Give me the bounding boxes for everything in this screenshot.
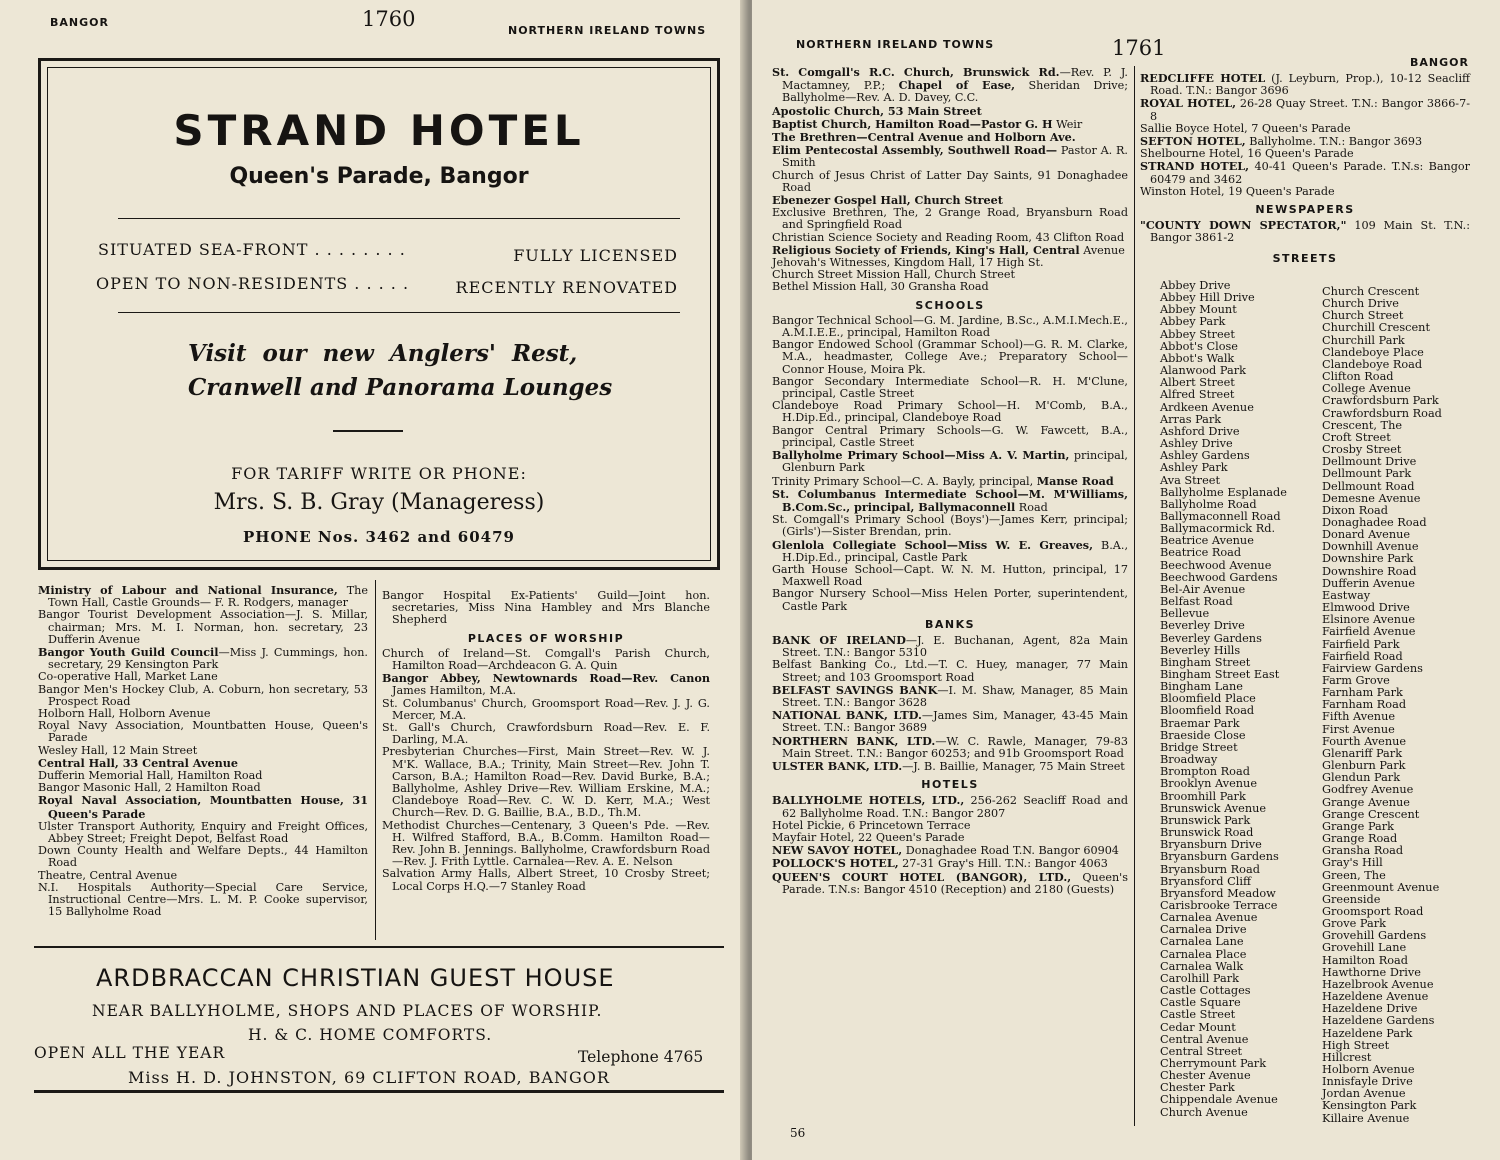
street-name: Grovehill Lane (1322, 941, 1407, 955)
street-name: Carnalea Place (1160, 947, 1247, 961)
street-name: Fourth Avenue (1322, 734, 1407, 748)
street-name: Beechwood Gardens (1160, 570, 1278, 584)
directory-entry: Bangor Tourist Development Association—J. S. Millar, chairman; Mrs. M. I. Norman, hon. secretary, 23 Dufferin Avenue (38, 608, 368, 646)
street-name: Glendun Park (1322, 771, 1401, 785)
street-name: Hazelbrook Avenue (1322, 977, 1434, 991)
street-name: Abbey Hill Drive (1160, 291, 1255, 305)
street-name: Farnham Road (1322, 698, 1407, 712)
directory-entry: Ministry of Labour and National Insurance, The Town Hall, Castle Grounds— F. R. Rodgers, manager (38, 583, 368, 610)
divider (34, 1090, 724, 1093)
street-name: Dellmount Drive (1322, 455, 1417, 469)
advert-line-2-right: RECENTLY RENOVATED (455, 278, 678, 297)
street-name: Church Avenue (1160, 1105, 1248, 1119)
street-name: Albert Street (1160, 376, 1235, 390)
street-name: Demesne Avenue (1322, 491, 1421, 505)
street-name: Crosby Street (1322, 443, 1402, 457)
left-page (0, 0, 748, 1160)
directory-column-left (38, 584, 368, 918)
directory-entry: Dufferin Memorial Hall, Hamilton Road (38, 769, 263, 783)
street-name: Brompton Road (1160, 765, 1250, 779)
street-name: Castle Cottages (1160, 984, 1251, 998)
street-name: Bel-Air Avenue (1160, 582, 1246, 596)
street-name: Ava Street (1160, 473, 1220, 487)
directory-entry: Belfast Banking Co., Ltd.—T. C. Huey, manager, 77 Main Street; and 103 Groomsport Road (772, 658, 1128, 684)
street-name: Bellevue (1160, 607, 1210, 621)
street-name: Bryansburn Drive (1160, 838, 1262, 852)
ardbraccan-title: ARDBRACCAN CHRISTIAN GUEST HOUSE (96, 964, 615, 992)
directory-entry: Bangor Men's Hockey Club, A. Coburn, hon secretary, 53 Prospect Road (38, 682, 368, 708)
footer-number: 56 (790, 1126, 806, 1140)
directory-entry: Bangor Youth Guild Council—Miss J. Cummings, hon. secretary, 29 Kensington Park (38, 645, 368, 672)
advert-manager: Mrs. S. B. Gray (Manageress) (213, 490, 545, 515)
street-name: Elmwood Drive (1322, 601, 1410, 615)
street-name: Farm Grove (1322, 674, 1390, 687)
section-heading-banks: BANKS (924, 617, 976, 631)
ardbraccan-line-1: NEAR BALLYHOLME, SHOPS AND PLACES OF WORSHIP. (92, 1002, 603, 1020)
directory-entry: STRAND HOTEL, 40-41 Queen's Parade. T.N.s: Bangor 60479 and 3462 (1140, 159, 1470, 186)
street-name: Ballyholme Road (1160, 497, 1257, 511)
street-name: Elsinore Avenue (1322, 613, 1416, 627)
street-name: Green, The (1322, 868, 1386, 882)
divider (34, 946, 724, 948)
street-name: Castle Square (1160, 996, 1241, 1010)
directory-entry: SEFTON HOTEL, Ballyholme. T.N.: Bangor 3693 (1140, 134, 1423, 149)
street-name: Brunswick Road (1160, 826, 1254, 840)
directory-entry: Co-operative Hall, Market Lane (38, 670, 218, 684)
directory-entry: Bangor Masonic Hall, 2 Hamilton Road (38, 781, 261, 795)
directory-entry: Bangor Endowed School (Grammar School)—G. R. M. Clarke, M.A., headmaster, College Ave.; Preparatory School—Connor House, Moira Pk. (772, 338, 1128, 376)
street-name: Cedar Mount (1160, 1020, 1236, 1034)
street-name: Bryansford Meadow (1160, 886, 1276, 900)
street-name: Hazeldene Drive (1322, 1002, 1418, 1016)
directory-entry: BALLYHOLME HOTELS, LTD., 256-262 Seacliff Road and 62 Ballyholme Road. T.N.: Bangor 2807 (772, 793, 1128, 820)
directory-entry: Down County Health and Welfare Depts., 44 Hamilton Road (38, 844, 368, 870)
directory-entry: Hotel Pickie, 6 Princetown Terrace (772, 818, 971, 832)
street-name: Croft Street (1322, 430, 1391, 444)
street-name: Brunswick Avenue (1160, 801, 1267, 815)
street-name: Carnalea Drive (1160, 923, 1247, 937)
street-name: Bingham Street (1160, 655, 1251, 669)
street-name: Bingham Lane (1160, 680, 1243, 694)
advert-phone: PHONE Nos. 3462 and 60479 (243, 528, 515, 546)
street-list-col-1 (1160, 280, 1287, 1119)
directory-entry: Royal Naval Association, Mountbatten House, 31 Queen's Parade (38, 793, 368, 821)
street-name: Churchill Crescent (1322, 321, 1430, 335)
advert-line-1-left: SITUATED SEA-FRONT . . . . . . . . (98, 240, 406, 259)
street-name: Clandeboye Place (1322, 345, 1424, 359)
section-heading-worship: PLACES OF WORSHIP (467, 631, 625, 645)
street-name: Arras Park (1160, 412, 1222, 426)
directory-column-b (1140, 72, 1470, 268)
street-name: Holborn Avenue (1322, 1063, 1415, 1076)
directory-entry: Mayfair Hotel, 22 Queen's Parade (772, 830, 965, 844)
street-name: Fairfield Park (1322, 637, 1400, 651)
directory-entry: St. Comgall's Primary School (Boys')—James Kerr, principal; (Girls')—Sister Brendan, prin. (772, 513, 1128, 539)
street-name: Chester Park (1160, 1081, 1235, 1095)
directory-entry: Bangor Nursery School—Miss Helen Porter, superintendent, Castle Park (772, 587, 1128, 613)
street-name: Dufferin Avenue (1322, 576, 1415, 590)
street-name: Bridge Street (1160, 740, 1238, 754)
street-name: Dixon Road (1322, 503, 1388, 517)
street-name: Abbot's Walk (1160, 351, 1235, 365)
street-name: Fairview Gardens (1322, 661, 1423, 675)
directory-entry: Bethel Mission Hall, 30 Gransha Road (772, 280, 989, 294)
street-name: Hazeldene Park (1322, 1026, 1413, 1040)
street-name: Hamilton Road (1322, 953, 1409, 967)
street-name: Grange Road (1322, 832, 1398, 846)
directory-entry: Bangor Central Primary Schools—G. W. Fawcett, B.A., principal, Castle Street (772, 423, 1128, 449)
directory-entry: Bangor Abbey, Newtownards Road—Rev. Canon James Hamilton, M.A. (382, 671, 710, 698)
street-name: Bryansburn Road (1160, 862, 1260, 876)
directory-entry: Baptist Church, Hamilton Road—Pastor G. H Weir (772, 116, 1083, 131)
directory-entry: REDCLIFFE HOTEL (J. Leyburn, Prop.), 10-12 Seacliff Road. T.N.: Bangor 3696 (1140, 71, 1470, 98)
street-name: Abbey Park (1160, 315, 1226, 329)
directory-entry: St. Columbanus' Church, Groomsport Road—Rev. J. J. G. Mercer, M.A. (382, 696, 710, 722)
street-name: Crawfordsburn Park (1322, 394, 1439, 408)
strand-hotel-advert (38, 58, 720, 570)
street-name: Kensington Park (1322, 1099, 1417, 1113)
street-name: Ashley Drive (1160, 437, 1233, 451)
directory-entry: Elim Pentecostal Assembly, Southwell Road— Pastor A. R. Smith (772, 143, 1128, 170)
divider (333, 430, 403, 432)
advert-visit-line-1: Visit our new Anglers' Rest, (188, 340, 578, 367)
street-name: Grange Crescent (1322, 807, 1420, 821)
directory-entry: Bangor Hospital Ex-Patients' Guild—Joint hon. secretaries, Miss Nina Hambley and Mrs Blanche Shepherd (382, 589, 710, 627)
directory-entry: Religious Society of Friends, King's Hall, Central Avenue (772, 242, 1125, 257)
street-name: Broadway (1160, 753, 1218, 767)
divider (118, 218, 680, 219)
directory-entry: Bangor Secondary Intermediate School—R. H. M'Clune, principal, Castle Street (772, 374, 1128, 401)
directory-entry: Central Hall, 33 Central Avenue (38, 755, 239, 770)
street-name: Abbot's Close (1160, 339, 1238, 353)
ardbraccan-telephone: Telephone 4765 (578, 1048, 704, 1066)
ardbraccan-open: OPEN ALL THE YEAR (34, 1044, 226, 1062)
street-name: Downhill Avenue (1322, 540, 1419, 554)
street-name: Broomhill Park (1160, 789, 1246, 803)
page-number-left: 1760 (362, 7, 416, 31)
street-name: Hazeldene Avenue (1322, 990, 1429, 1004)
directory-entry: Glenlola Collegiate School—Miss W. E. Greaves, B.A., H.Dip.Ed., principal, Castle Park (772, 537, 1128, 564)
directory-entry: BELFAST SAVINGS BANK—I. M. Shaw, Manager, 85 Main Street. T.N.: Bangor 3628 (772, 682, 1128, 709)
directory-entry: NORTHERN BANK, LTD.—W. C. Rawle, Manager, 79-83 Main Street. T.N.: Bangor 60253; and 91b Groomsport Road (772, 733, 1129, 760)
directory-entry: Garth House School—Capt. W. N. M. Hutton, principal, 17 Maxwell Road (772, 562, 1128, 589)
street-name: Bingham Street East (1160, 668, 1280, 681)
directory-entry: Trinity Primary School—C. A. Bayly, principal, Manse Road (772, 473, 1114, 488)
street-name: Ardkeen Avenue (1160, 400, 1254, 414)
section-heading-schools: SCHOOLS (915, 298, 985, 312)
street-name: First Avenue (1322, 722, 1395, 736)
street-name: Castle Street (1160, 1008, 1236, 1022)
directory-entry: ROYAL HOTEL, 26-28 Quay Street. T.N.: Bangor 3866-7-8 (1140, 96, 1470, 123)
street-name: Farnham Park (1322, 686, 1403, 700)
directory-entry: Ballyholme Primary School—Miss A. V. Martin, principal, Glenburn Park (772, 448, 1128, 475)
street-name: Grange Avenue (1322, 795, 1410, 809)
column-divider (375, 580, 376, 940)
directory-column-right (382, 590, 710, 893)
directory-entry: Apostolic Church, 53 Main Street (772, 103, 982, 118)
advert-visit-line-2: Cranwell and Panorama Lounges (188, 374, 613, 401)
directory-entry: Royal Navy Association, Mountbatten House, Queen's Parade (38, 719, 368, 745)
street-name: Dellmount Road (1322, 479, 1415, 493)
directory-entry: Church of Ireland—St. Comgall's Parish Church, Hamilton Road—Archdeacon G. A. Quin (382, 646, 710, 673)
running-head-right: NORTHERN IRELAND TOWNS (508, 24, 707, 37)
street-name: Beatrice Avenue (1160, 534, 1254, 548)
street-name: Beverley Drive (1160, 619, 1245, 633)
directory-entry: Jehovah's Witnesses, Kingdom Hall, 17 High St. (772, 256, 1044, 270)
advert-title: STRAND HOTEL (173, 106, 585, 155)
street-list-col-2 (1322, 286, 1442, 1125)
street-name: Donard Avenue (1322, 528, 1411, 542)
running-head-left: BANGOR (50, 16, 109, 29)
street-name: Central Street (1160, 1044, 1243, 1058)
ardbraccan-line-2: H. & C. HOME COMFORTS. (248, 1026, 493, 1044)
street-name: Brunswick Park (1160, 813, 1251, 827)
street-name: Crescent, The (1322, 418, 1403, 432)
street-name: Greenmount Avenue (1322, 880, 1440, 894)
directory-entry: Church of Jesus Christ of Latter Day Saints, 91 Donaghadee Road (772, 168, 1128, 194)
advert-subtitle: Queen's Parade, Bangor (229, 164, 529, 189)
street-name: Bryansford Cliff (1160, 874, 1251, 888)
divider (118, 312, 680, 313)
street-name: Killaire Avenue (1322, 1111, 1410, 1125)
street-name: Godfrey Avenue (1322, 783, 1414, 797)
street-name: Jordan Avenue (1322, 1087, 1406, 1101)
street-name: Church Street (1322, 309, 1404, 323)
street-name: Fairfield Road (1322, 649, 1403, 663)
directory-entry: Theatre, Central Avenue (38, 868, 178, 882)
advert-tariff: FOR TARIFF WRITE OR PHONE: (231, 464, 527, 483)
column-divider (1134, 66, 1135, 1126)
street-name: Carnalea Avenue (1160, 911, 1258, 925)
directory-entry: Ulster Transport Authority, Enquiry and Freight Offices, Abbey Street; Freight Depot, Belfast Road (38, 819, 368, 846)
directory-entry: N.I. Hospitals Authority—Special Care Service, Instructional Centre—Mrs. L. M. P. Cooke supervisor, 15 Ballyholme Road (38, 880, 368, 919)
street-name: Hawthorne Drive (1322, 965, 1421, 979)
directory-entry: QUEEN'S COURT HOTEL (BANGOR), LTD., Queen's Parade. T.N.s: Bangor 4510 (Reception) and 2180 (Guests) (772, 869, 1129, 896)
street-name: Groomsport Road (1322, 904, 1424, 918)
directory-entry: Clandeboye Road Primary School—H. M'Comb, B.A., H.Dip.Ed., principal, Clandeboye Road (772, 399, 1128, 425)
directory-entry: "COUNTY DOWN SPECTATOR," 109 Main St. T.N.: Bangor 3861-2 (1140, 218, 1470, 245)
directory-entry: ULSTER BANK, LTD.—J. B. Baillie, Manager, 75 Main Street (772, 758, 1125, 773)
street-name: Crawfordsburn Road (1322, 406, 1442, 420)
street-name: Downshire Park (1322, 552, 1414, 566)
directory-entry: The Brethren—Central Avenue and Holborn Ave. (772, 130, 1076, 145)
directory-entry: Bangor Technical School—G. M. Jardine, B.Sc., A.M.I.Mech.E., A.M.I.E.E., principal, Hamilton Road (772, 313, 1128, 340)
street-name: Bryansburn Gardens (1160, 850, 1279, 864)
street-name: Carnalea Lane (1160, 935, 1244, 949)
street-name: Churchill Park (1322, 333, 1405, 347)
directory-entry: Sallie Boyce Hotel, 7 Queen's Parade (1140, 121, 1351, 135)
advert-line-1-right: FULLY LICENSED (513, 246, 678, 265)
street-name: Beverley Gardens (1160, 631, 1262, 645)
street-name: Beatrice Road (1160, 546, 1242, 560)
directory-entry: Shelbourne Hotel, 16 Queen's Parade (1140, 147, 1354, 161)
right-page (752, 0, 1500, 1160)
street-name: Ballyholme Esplanade (1160, 485, 1287, 499)
directory-entry: St. Columbanus Intermediate School—M. M'Williams, B.Com.Sc., principal, Ballymaconnell Road (772, 486, 1128, 514)
street-name: Carnalea Walk (1160, 959, 1244, 973)
street-name: Chippendale Avenue (1160, 1093, 1278, 1107)
street-name: Fairfield Avenue (1322, 625, 1416, 639)
street-name: Greenside (1322, 892, 1381, 906)
street-name: Braemar Park (1160, 716, 1240, 730)
street-name: Beechwood Avenue (1160, 558, 1272, 572)
running-head-left: NORTHERN IRELAND TOWNS (796, 38, 995, 51)
directory-entry: Wesley Hall, 12 Main Street (38, 743, 198, 757)
street-name: Abbey Street (1160, 327, 1235, 341)
street-name: Glenburn Park (1322, 759, 1406, 773)
directory-entry: Presbyterian Churches—First, Main Street—Rev. W. J. M'K. Wallace, B.A.; Trinity, Main Street—Rev. John T. Carson, B.A.; Hamilton Road—Rev. David Burke, B.A.; Ballyholme, Ashley Drive—Rev. William Erskine, M.A.; Clandeboye Road—Rev. C. W. D. Kerr, M.A.; West Church—Rev. D. G. Baillie, B.A., B.D., Th.M. (382, 745, 710, 820)
street-name: Cherrymount Park (1160, 1057, 1267, 1070)
street-name: Abbey Drive (1160, 279, 1231, 292)
page-number-right: 1761 (1112, 36, 1166, 60)
section-heading-newspapers: NEWSPAPERS (1255, 203, 1355, 217)
street-name: Alfred Street (1160, 388, 1235, 402)
directory-entry: Salvation Army Halls, Albert Street, 10 Crosby Street; Local Corps H.Q.—7 Stanley Road (382, 867, 710, 893)
street-name: Grange Park (1322, 819, 1395, 833)
street-name: Ashley Gardens (1160, 449, 1250, 463)
street-name: Alanwood Park (1160, 364, 1246, 378)
section-heading-hotels: HOTELS (921, 778, 979, 792)
street-name: Gransha Road (1322, 844, 1404, 858)
street-name: Chester Avenue (1160, 1069, 1251, 1083)
street-name: Carolhill Park (1160, 971, 1239, 985)
street-name: Fifth Avenue (1322, 710, 1396, 724)
street-name: Ballymaconnell Road (1160, 509, 1281, 523)
street-name: Grovehill Gardens (1322, 929, 1427, 943)
street-name: College Avenue (1322, 382, 1411, 396)
directory-entry: Methodist Churches—Centenary, 3 Queen's Pde. —Rev. H. Wilfred Stafford, B.A., B.Comm. Hamilton Road—Rev. John B. Jennings. Ballyholme, Crawfordsburn Road—Rev. J. Frith Lyttle. Carnalea—Rev. A. E. Nelson (382, 818, 710, 869)
street-name: Church Drive (1322, 297, 1399, 311)
directory-entry: St. Gall's Church, Crawfordsburn Road—Rev. E. F. Darling, M.A. (382, 721, 710, 747)
street-name: Bloomfield Road (1160, 704, 1255, 718)
directory-entry: NEW SAVOY HOTEL, Donaghadee Road T.N. Bangor 60904 (772, 843, 1119, 858)
street-name: Downshire Road (1322, 564, 1417, 578)
street-name: Ashley Park (1160, 461, 1228, 475)
street-name: Bloomfield Place (1160, 692, 1256, 706)
street-name: Church Crescent (1322, 285, 1420, 298)
street-name: Glenariff Park (1322, 746, 1403, 760)
directory-entry: Winston Hotel, 19 Queen's Parade (1140, 184, 1335, 198)
street-name: Gray's Hill (1322, 856, 1383, 870)
directory-entry: Church Street Mission Hall, Church Street (772, 268, 1016, 282)
street-name: Ballymacormick Rd. (1160, 522, 1276, 536)
advert-line-2-left: OPEN TO NON-RESIDENTS . . . . . (96, 274, 410, 293)
street-name: Clifton Road (1322, 370, 1394, 384)
street-name: Ashford Drive (1160, 424, 1240, 438)
street-name: High Street (1322, 1038, 1390, 1052)
running-head-right: BANGOR (1410, 56, 1469, 69)
street-name: Grove Park (1322, 917, 1386, 931)
street-name: Eastway (1322, 588, 1371, 602)
street-name: Donaghadee Road (1322, 515, 1427, 529)
directory-entry: Exclusive Brethren, The, 2 Grange Road, Bryansburn Road and Springfield Road (772, 206, 1128, 232)
street-name: Dellmount Park (1322, 467, 1412, 481)
street-name: Abbey Mount (1160, 303, 1237, 317)
directory-entry: Christian Science Society and Reading Room, 43 Clifton Road (772, 230, 1125, 244)
directory-entry: Holborn Hall, Holborn Avenue (38, 707, 211, 721)
street-name: Braeside Close (1160, 728, 1246, 742)
directory-entry: POLLOCK'S HOTEL, 27-31 Gray's Hill. T.N.: Bangor 4063 (772, 856, 1108, 871)
street-name: Carisbrooke Terrace (1160, 898, 1278, 912)
directory-entry: Ebenezer Gospel Hall, Church Street (772, 193, 1003, 208)
street-name: Innisfayle Drive (1322, 1075, 1413, 1089)
street-name: Brooklyn Avenue (1160, 777, 1258, 791)
directory-entry: NATIONAL BANK, LTD.—James Sim, Manager, 43-45 Main Street. T.N.: Bangor 3689 (772, 708, 1128, 735)
directory-entry: BANK OF IRELAND—J. E. Buchanan, Agent, 82a Main Street. T.N.: Bangor 5310 (772, 632, 1128, 660)
street-name: Belfast Road (1160, 595, 1233, 609)
street-name: Clandeboye Road (1322, 357, 1423, 371)
street-name: Hillcrest (1322, 1050, 1372, 1064)
street-name: Hazeldene Gardens (1322, 1014, 1435, 1028)
section-heading-streets: STREETS (1272, 251, 1338, 265)
street-name: Beverley Hills (1160, 643, 1241, 657)
street-name: Central Avenue (1160, 1032, 1249, 1046)
directory-column-a (772, 66, 1128, 896)
ardbraccan-address: Miss H. D. JOHNSTON, 69 CLIFTON ROAD, BANGOR (128, 1068, 610, 1087)
directory-entry: St. Comgall's R.C. Church, Brunswick Rd.—Rev. P. J. Mactamney, P.P.; Chapel of Ease, Sheridan Drive; Ballyholme—Rev. A. D. Davey, C.C. (772, 65, 1128, 105)
